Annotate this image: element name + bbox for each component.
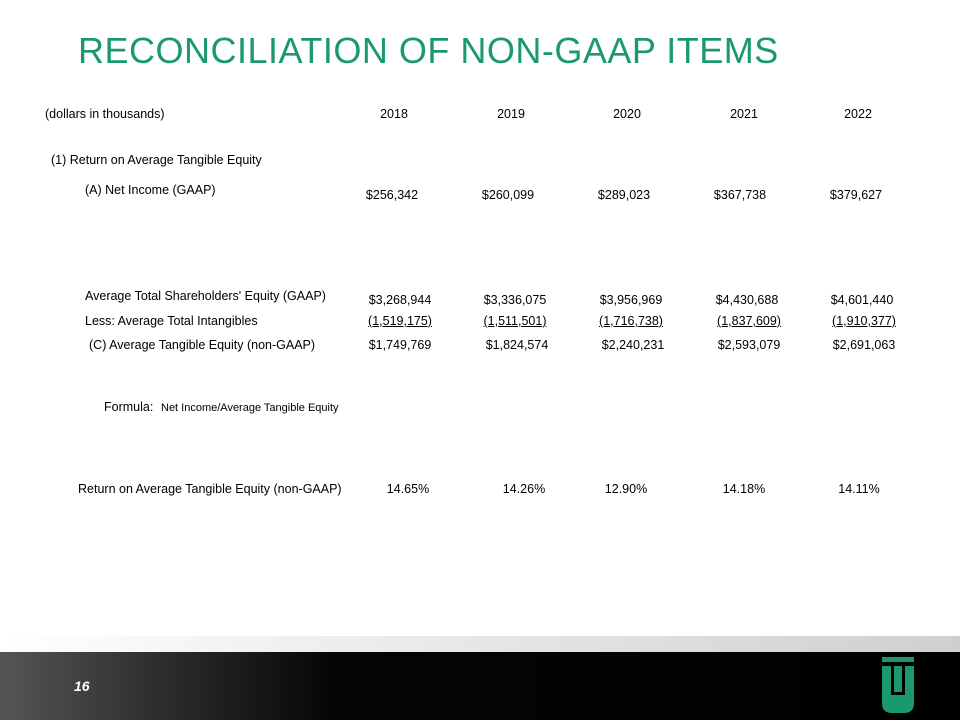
- table-cell: $4,430,688: [715, 293, 779, 307]
- formula-text: Net Income/Average Tangible Equity: [161, 402, 339, 414]
- table-cell: $3,956,969: [599, 293, 663, 307]
- row-label-avg-equity: Average Total Shareholders' Equity (GAAP): [85, 289, 326, 303]
- formula-label: Formula:: [104, 400, 154, 414]
- year-header: 2021: [730, 107, 758, 121]
- table-cell: (1,910,377): [832, 314, 896, 328]
- table-cell: $3,336,075: [483, 293, 547, 307]
- table-cell: $379,627: [829, 188, 883, 202]
- row-label-return: Return on Average Tangible Equity (non-GAAP): [78, 482, 342, 496]
- year-header: 2020: [613, 107, 641, 121]
- unit-label: (dollars in thousands): [45, 107, 165, 121]
- table-cell: $1,824,574: [485, 338, 549, 352]
- row-label-avg-tangible: (C) Average Tangible Equity (non-GAAP): [89, 338, 316, 352]
- table-cell: $2,691,063: [832, 338, 896, 352]
- footer-bar: [0, 652, 960, 720]
- year-header: 2019: [497, 107, 525, 121]
- section-label: (1) Return on Average Tangible Equity: [51, 153, 262, 167]
- table-cell: 12.90%: [604, 482, 648, 496]
- page-title: RECONCILIATION OF NON-GAAP ITEMS: [78, 30, 779, 71]
- table-cell: (1,837,609): [717, 314, 781, 328]
- row-label-avg-intangibles: Less: Average Total Intangibles: [85, 314, 258, 328]
- table-cell: $367,738: [713, 188, 767, 202]
- row-label-net-income: (A) Net Income (GAAP): [85, 183, 216, 197]
- footer-gradient-band: [0, 636, 960, 652]
- page-number: 16: [74, 678, 90, 694]
- table-cell: $1,749,769: [368, 338, 432, 352]
- year-header: 2022: [844, 107, 872, 121]
- table-cell: $260,099: [481, 188, 535, 202]
- table-cell: $3,268,944: [368, 293, 432, 307]
- table-cell: $2,240,231: [601, 338, 665, 352]
- table-cell: $2,593,079: [717, 338, 781, 352]
- bank-logo-icon: [882, 657, 914, 713]
- table-cell: (1,519,175): [368, 314, 432, 328]
- table-cell: (1,511,501): [483, 314, 547, 328]
- table-cell: $289,023: [597, 188, 651, 202]
- table-cell: 14.26%: [502, 482, 546, 496]
- table-cell: $4,601,440: [830, 293, 894, 307]
- table-cell: $256,342: [365, 188, 419, 202]
- table-cell: 14.65%: [386, 482, 430, 496]
- year-header: 2018: [380, 107, 408, 121]
- table-cell: 14.11%: [838, 482, 880, 496]
- table-cell: 14.18%: [722, 482, 766, 496]
- table-cell: (1,716,738): [599, 314, 663, 328]
